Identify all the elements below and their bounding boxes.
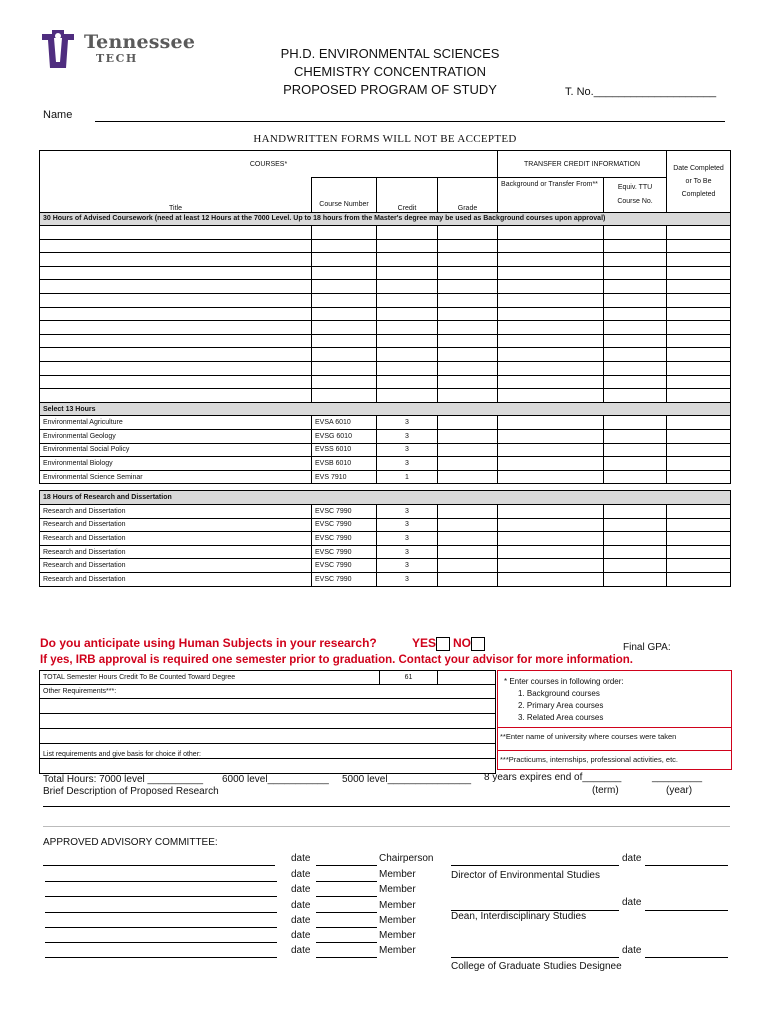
notes-enter-order: * Enter courses in following order: [504,677,624,686]
credit-header: Credit [377,178,438,213]
expires-term[interactable]: 8 years expires end of_______ [484,772,622,783]
blank-course-cell[interactable] [667,280,731,294]
blank-course-cell[interactable] [667,348,731,362]
blank-course-cell[interactable] [604,389,667,403]
table-row [40,226,731,240]
blank-course-cell[interactable] [604,321,667,335]
committee-role-label: Member [379,930,416,941]
entry-cell[interactable] [667,545,731,559]
table-row [40,416,731,430]
logo-wordmark: Tennessee [84,31,196,53]
course-credit: 1 [377,470,438,484]
table-row [40,362,731,376]
blank-course-cell[interactable] [312,294,377,308]
requirements-table [39,670,496,774]
date-completed-header: Date Completed or To Be Completed [667,151,731,213]
table-row [40,348,731,362]
blank-course-cell[interactable] [438,321,498,335]
director-signature-line[interactable] [451,865,619,866]
committee-signature-line[interactable] [43,865,275,866]
director-date-label: date [622,853,642,864]
blank-course-cell[interactable] [40,307,312,321]
course-number-header: Course Number [312,178,377,213]
blank-course-cell[interactable] [377,226,438,240]
blank-course-cell[interactable] [604,375,667,389]
entry-cell[interactable] [498,572,604,586]
course-title: Environmental Geology [40,430,312,444]
entry-cell[interactable] [498,545,604,559]
blank-course-cell[interactable] [40,375,312,389]
table-row [40,307,731,321]
page-title [250,45,530,99]
entry-cell[interactable] [438,430,498,444]
blank-course-cell[interactable] [438,307,498,321]
blank-course-cell[interactable] [312,239,377,253]
entry-cell[interactable] [667,470,731,484]
committee-date-line[interactable] [316,865,377,866]
course-credit: 3 [377,457,438,471]
table-row [40,518,731,532]
entry-cell[interactable] [604,559,667,573]
entry-cell[interactable] [667,518,731,532]
blank-course-cell[interactable] [40,321,312,335]
entry-cell[interactable] [667,416,731,430]
entry-cell[interactable] [667,443,731,457]
entry-cell[interactable] [498,504,604,518]
entry-cell[interactable] [604,443,667,457]
entry-cell[interactable] [438,504,498,518]
dean-date-label: date [622,897,642,908]
blank-course-cell[interactable] [667,321,731,335]
blank-course-cell[interactable] [40,334,312,348]
course-number: EVSC 7990 [312,518,377,532]
course-number: EVSG 6010 [312,430,377,444]
designee-label: College of Graduate Studies Designee [451,961,622,972]
blank-course-cell[interactable] [604,348,667,362]
blank-course-cell[interactable] [498,389,604,403]
table-row [40,294,731,308]
table-row [40,470,731,484]
blank-course-cell[interactable] [667,375,731,389]
course-credit: 3 [377,545,438,559]
table-row [40,266,731,280]
blank-course-cell[interactable] [498,226,604,240]
no-label: NO [453,636,471,650]
blank-course-cell[interactable] [312,348,377,362]
blank-course-cell[interactable] [438,266,498,280]
entry-cell[interactable] [604,532,667,546]
blank-course-cell[interactable] [40,348,312,362]
committee-role-label: Member [379,900,416,911]
notes-order-3: 3. Related Area courses [518,713,604,722]
entry-cell[interactable] [498,457,604,471]
entry-cell[interactable] [667,504,731,518]
blank-course-cell[interactable] [604,266,667,280]
blank-course-cell[interactable] [604,253,667,267]
blank-course-cell[interactable] [438,253,498,267]
director-label: Director of Environmental Studies [451,870,600,881]
entry-cell[interactable] [604,457,667,471]
blank-course-cell[interactable] [498,266,604,280]
course-number: EVSC 7990 [312,572,377,586]
director-date-line[interactable] [645,865,728,866]
table-row [40,430,731,444]
blank-course-cell[interactable] [604,226,667,240]
committee-signature-line[interactable] [45,896,277,897]
expires-year[interactable]: _________ [652,772,703,783]
committee-date-line[interactable] [316,912,377,913]
blank-course-cell[interactable] [667,307,731,321]
designee-signature-line[interactable] [451,957,619,958]
t-number-field[interactable]: T. No.____________________ [565,86,717,98]
total-hours-5000[interactable]: 5000 level_______________ [342,774,472,785]
irb-notice: If yes, IRB approval is required one semester prior to graduation. Contact your advisor for more information. [40,654,634,666]
blank-course-cell[interactable] [667,362,731,376]
course-number: EVSB 6010 [312,457,377,471]
course-credit: 3 [377,532,438,546]
committee-date-label: date [291,945,311,956]
no-checkbox[interactable] [471,637,485,651]
human-subjects-question: Do you anticipate using Human Subjects in your research? [40,636,377,650]
course-title: Research and Dissertation [40,504,312,518]
blank-course-cell[interactable] [498,294,604,308]
yes-option[interactable] [412,636,450,651]
other-requirements-line[interactable] [40,728,496,743]
blank-course-cell[interactable] [438,226,498,240]
notes-order-1: 1. Background courses [518,689,600,698]
entry-cell[interactable] [438,518,498,532]
entry-cell[interactable] [498,470,604,484]
course-credit: 3 [377,416,438,430]
designee-date-line[interactable] [645,957,728,958]
entry-cell[interactable] [498,532,604,546]
table-row [40,572,731,586]
course-credit: 3 [377,504,438,518]
blank-course-cell[interactable] [498,362,604,376]
committee-date-line[interactable] [316,896,377,897]
committee-role-label: Chairperson [379,853,434,864]
total-credit-value: 61 [380,671,438,685]
background-header: Background or Transfer From** [498,178,604,213]
other-requirements-label: Other Requirements***: [40,684,496,698]
blank-course-cell[interactable] [377,294,438,308]
blank-course-cell[interactable] [312,226,377,240]
blank-course-cell[interactable] [438,280,498,294]
blank-course-cell[interactable] [312,280,377,294]
committee-signature-line[interactable] [45,957,277,958]
entry-cell[interactable] [438,572,498,586]
brief-description-label: Brief Description of Proposed Research [43,786,219,797]
yes-checkbox[interactable] [436,637,450,651]
notes-order-2: 2. Primary Area courses [518,701,604,710]
course-number: EVS 7910 [312,470,377,484]
title-header: Title [40,178,312,213]
committee-date-label: date [291,900,311,911]
blank-course-cell[interactable] [40,389,312,403]
blank-course-cell[interactable] [377,389,438,403]
blank-course-cell[interactable] [377,253,438,267]
blank-course-cell[interactable] [377,348,438,362]
entry-cell[interactable] [667,572,731,586]
entry-cell[interactable] [604,430,667,444]
course-credit: 3 [377,430,438,444]
blank-course-cell[interactable] [312,389,377,403]
course-credit: 3 [377,559,438,573]
other-requirements-line[interactable] [40,713,496,728]
equiv-course-header: Equiv. TTU Course No. [604,178,667,213]
course-title: Environmental Agriculture [40,416,312,430]
notes-university: **Enter name of university where courses were taken [498,727,731,741]
entry-cell[interactable] [604,545,667,559]
blank-course-cell[interactable] [377,239,438,253]
course-title: Research and Dissertation [40,518,312,532]
course-table [39,150,731,587]
blank-course-cell[interactable] [604,307,667,321]
final-gpa-label[interactable]: Final GPA: [623,642,671,653]
course-number: EVSA 6010 [312,416,377,430]
course-number: EVSC 7990 [312,532,377,546]
notes-practicums: ***Practicums, internships, professional activities, etc. [498,750,731,764]
committee-date-label: date [291,884,311,895]
blank-course-cell[interactable] [498,321,604,335]
blank-course-cell[interactable] [312,334,377,348]
entry-cell[interactable] [604,518,667,532]
courses-header: COURSES* [40,151,498,178]
committee-date-label: date [291,869,311,880]
blank-course-cell[interactable] [377,362,438,376]
table-row [40,280,731,294]
course-credit: 3 [377,518,438,532]
blank-course-cell[interactable] [604,239,667,253]
list-requirements-label: List requirements and give basis for choice if other: [40,743,496,758]
blank-course-cell[interactable] [667,266,731,280]
blank-course-cell[interactable] [377,280,438,294]
course-number: EVSC 7990 [312,559,377,573]
blank-course-cell[interactable] [438,239,498,253]
research-header: 18 Hours of Research and Dissertation [40,491,731,505]
entry-cell[interactable] [438,532,498,546]
total-hours-7000[interactable]: Total Hours: 7000 level __________ [43,774,204,785]
entry-cell[interactable] [604,470,667,484]
table-row [40,253,731,267]
blank-course-cell[interactable] [312,362,377,376]
committee-date-line[interactable] [316,942,377,943]
committee-date-line[interactable] [316,957,377,958]
blank-course-cell[interactable] [498,239,604,253]
blank-course-cell[interactable] [40,226,312,240]
entry-cell[interactable] [438,416,498,430]
entry-cell[interactable] [604,504,667,518]
blank-course-cell[interactable] [438,362,498,376]
blank-course-cell[interactable] [40,294,312,308]
entry-cell[interactable] [498,443,604,457]
entry-cell[interactable] [438,559,498,573]
name-field[interactable] [95,121,725,122]
blank-course-cell[interactable] [312,266,377,280]
table-row [40,504,731,518]
yes-label: YES [412,636,437,650]
course-title: Research and Dissertation [40,545,312,559]
entry-cell[interactable] [667,532,731,546]
blank-course-cell[interactable] [498,334,604,348]
course-title: Research and Dissertation [40,532,312,546]
blank-course-cell[interactable] [604,334,667,348]
blank-course-cell[interactable] [312,253,377,267]
transfer-header: TRANSFER CREDIT INFORMATION [498,151,667,178]
blank-course-cell[interactable] [377,375,438,389]
other-requirements-line[interactable] [40,698,496,713]
blank-course-cell[interactable] [667,226,731,240]
table-row [40,321,731,335]
designee-date-label: date [622,945,642,956]
course-credit: 3 [377,443,438,457]
committee-signature-line[interactable] [45,942,277,943]
entry-cell[interactable] [667,430,731,444]
blank-course-cell[interactable] [667,253,731,267]
committee-heading: APPROVED ADVISORY COMMITTEE: [43,837,218,848]
committee-signature-line[interactable] [45,927,277,928]
blank-course-cell[interactable] [498,307,604,321]
title-line-1: PH.D. ENVIRONMENTAL SCIENCES [280,46,500,61]
course-number: EVSC 7990 [312,504,377,518]
list-requirements-line[interactable] [40,758,496,773]
entry-cell[interactable] [498,430,604,444]
blank-course-cell[interactable] [438,348,498,362]
blank-course-cell[interactable] [604,362,667,376]
blank-course-cell[interactable] [604,280,667,294]
course-title: Environmental Science Seminar [40,470,312,484]
total-hours-6000[interactable]: 6000 level___________ [222,774,329,785]
course-credit: 3 [377,572,438,586]
blank-course-cell[interactable] [312,375,377,389]
committee-role-label: Member [379,915,416,926]
blank-course-cell[interactable] [377,321,438,335]
blank-course-cell[interactable] [438,294,498,308]
table-row [40,532,731,546]
course-title: Environmental Social Policy [40,443,312,457]
title-line-2: CHEMISTRY CONCENTRATION [293,64,487,79]
entry-cell[interactable] [438,457,498,471]
blank-course-cell[interactable] [438,334,498,348]
blank-course-cell[interactable] [604,294,667,308]
blank-course-cell[interactable] [40,253,312,267]
committee-signature-line[interactable] [45,881,277,882]
name-label: Name [43,109,73,121]
term-label: (term) [592,785,619,796]
logo-subtitle: TECH [96,52,138,65]
blank-course-cell[interactable] [498,253,604,267]
blank-course-cell[interactable] [377,307,438,321]
blank-course-cell[interactable] [312,321,377,335]
entry-cell[interactable] [667,457,731,471]
entry-cell[interactable] [498,518,604,532]
committee-date-label: date [291,930,311,941]
tennessee-tech-logo-icon [40,28,76,70]
blank-course-cell[interactable] [667,239,731,253]
entry-cell[interactable] [438,545,498,559]
blank-course-cell[interactable] [377,334,438,348]
notes-box [497,670,732,770]
blank-course-cell[interactable] [498,375,604,389]
blank-course-cell[interactable] [40,266,312,280]
table-row [40,239,731,253]
dean-label: Dean, Interdisciplinary Studies [451,911,587,922]
committee-role-label: Member [379,945,416,956]
table-row [40,334,731,348]
entry-cell[interactable] [604,416,667,430]
entry-cell[interactable] [498,559,604,573]
committee-role-label: Member [379,869,416,880]
committee-role-label: Member [379,884,416,895]
handwritten-notice: HANDWRITTEN FORMS WILL NOT BE ACCEPTED [253,133,517,145]
committee-date-line[interactable] [316,927,377,928]
entry-cell[interactable] [438,443,498,457]
brief-description-line[interactable] [43,806,730,807]
table-row [40,389,731,403]
entry-cell[interactable] [438,470,498,484]
dean-date-line[interactable] [645,910,728,911]
blank-course-cell[interactable] [498,348,604,362]
total-credit-grade-cell[interactable] [438,671,496,685]
table-row [40,545,731,559]
advised-coursework-note: 30 Hours of Advised Coursework (need at least 12 Hours at the 7000 Level. Up to 18 hours from the Master's degree may be used as Background courses upon approval) [40,212,731,226]
course-title: Environmental Biology [40,457,312,471]
spacer-row [40,484,731,491]
total-credit-label: TOTAL Semester Hours Credit To Be Counted Toward Degree [40,671,380,685]
blank-course-cell[interactable] [40,362,312,376]
entry-cell[interactable] [604,572,667,586]
committee-date-line[interactable] [316,881,377,882]
table-row [40,443,731,457]
committee-signature-line[interactable] [45,912,277,913]
course-number: EVSS 6010 [312,443,377,457]
table-row [40,559,731,573]
blank-course-cell[interactable] [40,239,312,253]
blank-course-cell[interactable] [498,280,604,294]
table-row [40,457,731,471]
committee-date-label: date [291,915,311,926]
grade-header: Grade [438,178,498,213]
entry-cell[interactable] [498,416,604,430]
course-title: Research and Dissertation [40,559,312,573]
blank-course-cell[interactable] [312,307,377,321]
blank-course-cell[interactable] [667,389,731,403]
entry-cell[interactable] [667,559,731,573]
committee-date-label: date [291,853,311,864]
blank-course-cell[interactable] [438,375,498,389]
blank-course-cell[interactable] [667,334,731,348]
no-option[interactable] [453,636,485,651]
year-label: (year) [666,785,693,796]
blank-course-cell[interactable] [667,294,731,308]
select-hours-header: Select 13 Hours [40,402,731,416]
blank-course-cell[interactable] [438,389,498,403]
course-title: Research and Dissertation [40,572,312,586]
section-divider [43,826,730,827]
course-number: EVSC 7990 [312,545,377,559]
blank-course-cell[interactable] [40,280,312,294]
title-line-3: PROPOSED PROGRAM OF STUDY [283,82,497,97]
table-row [40,375,731,389]
blank-course-cell[interactable] [377,266,438,280]
